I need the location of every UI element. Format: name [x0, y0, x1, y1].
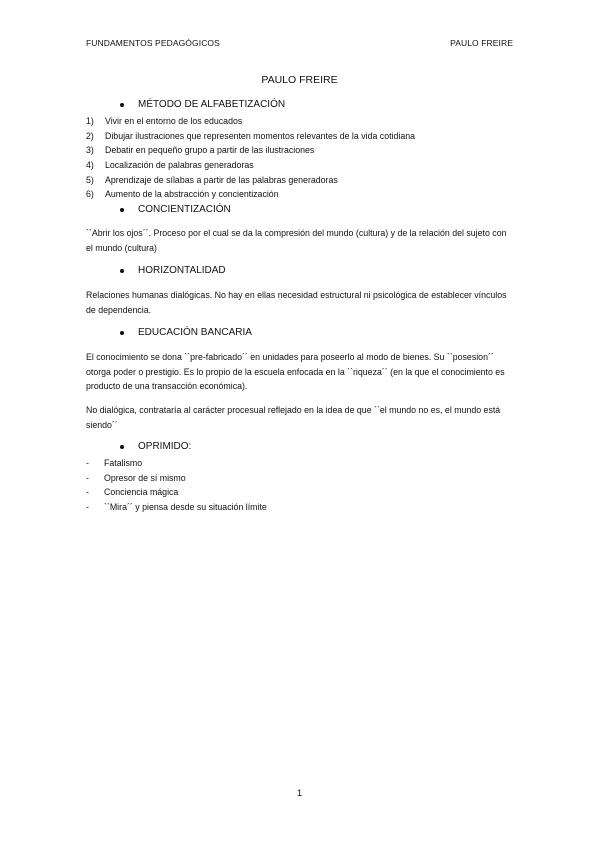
list-number: 6) — [86, 189, 94, 200]
horizontalidad-paragraph: Relaciones humanas dialógicas. No hay en ellas necesidad estructural ni psicológica de establecer vínculos de dependencia. — [86, 290, 507, 315]
list-item — [86, 471, 267, 486]
list-number: 4) — [86, 160, 94, 171]
page-number: 1 — [296, 788, 303, 799]
heading-concientizacion-text: CONCIENTIZACIÓN — [138, 204, 231, 215]
heading-metodo-text: MÉTODO DE ALFABETIZACIÓN — [138, 99, 286, 110]
list-number: 3) — [86, 145, 94, 156]
heading-bancaria — [120, 327, 252, 338]
bullet-icon — [120, 269, 124, 273]
list-text: Localización de palabras generadoras — [105, 160, 254, 171]
bancaria-paragraph-2: No dialógica, contrataría al carácter procesual reflejado en la idea de que ``el mundo no es, el mundo está siendo´´ — [86, 405, 501, 430]
list-item — [86, 114, 415, 129]
list-text: Aumento de la abstracción y concientización — [105, 189, 279, 200]
list-item — [86, 456, 267, 471]
document-title: PAULO FREIRE — [261, 74, 338, 86]
list-item — [86, 129, 415, 144]
list-text: Debatir en pequeño grupo a partir de las ilustraciones — [105, 145, 315, 156]
list-text: Opresor de sí mismo — [104, 472, 186, 483]
list-text: Conciencia mágica — [104, 487, 179, 498]
heading-horizontalidad-text: HORIZONTALIDAD — [138, 265, 226, 276]
list-text: Aprendizaje de sílabas a partir de las palabras generadoras — [105, 174, 338, 185]
heading-oprimido-text: OPRIMIDO: — [138, 441, 192, 452]
concientizacion-paragraph: ``Abrir los ojos´´. Proceso por el cual se da la compresión del mundo (cultura) y de la relación del sujeto con el mundo (cultura) — [86, 228, 507, 253]
list-number: 2) — [86, 130, 94, 141]
bancaria-paragraph-1: El conocimiento se dona ``pre-fabricado´´ en unidades para poseerlo al modo de bienes. Su ``posesion´´ otorga poder o prestigio. Es lo propio de la escuela enfocada en la ``riqueza´´ (en la que el conocimiento es producto de una transacción económica). — [86, 352, 505, 392]
list-dash: - — [86, 472, 89, 483]
page-header — [86, 38, 513, 48]
list-dash: - — [86, 487, 89, 498]
list-dash: - — [86, 458, 89, 468]
heading-oprimido — [120, 441, 191, 452]
bullet-icon — [120, 445, 124, 449]
list-item — [86, 187, 415, 202]
heading-concientizacion — [120, 204, 231, 215]
oprimido-list — [86, 456, 267, 515]
heading-metodo — [120, 99, 285, 110]
list-text: Fatalismo — [104, 458, 143, 468]
list-number: 1) — [86, 116, 94, 126]
header-left: FUNDAMENTOS PEDAGÓGICOS — [86, 38, 220, 48]
bullet-icon — [120, 208, 124, 212]
list-item — [86, 485, 267, 500]
list-text: Vivir en el entorno de los educados — [105, 116, 243, 126]
list-item — [86, 173, 415, 188]
list-item — [86, 143, 415, 158]
list-number: 5) — [86, 174, 94, 185]
header-right: PAULO FREIRE — [450, 38, 513, 48]
heading-bancaria-text: EDUCACIÓN BANCARIA — [138, 327, 252, 338]
bullet-icon — [120, 103, 124, 107]
list-dash: - — [86, 502, 89, 513]
heading-horizontalidad — [120, 265, 226, 276]
metodo-list — [86, 114, 415, 202]
list-text: Dibujar ilustraciones que representen momentos relevantes de la vida cotidiana — [105, 130, 416, 141]
list-text: ``Mira´´ y piensa desde su situación límite — [104, 502, 267, 513]
list-item — [86, 158, 415, 173]
list-item — [86, 500, 267, 515]
bullet-icon — [120, 331, 124, 335]
